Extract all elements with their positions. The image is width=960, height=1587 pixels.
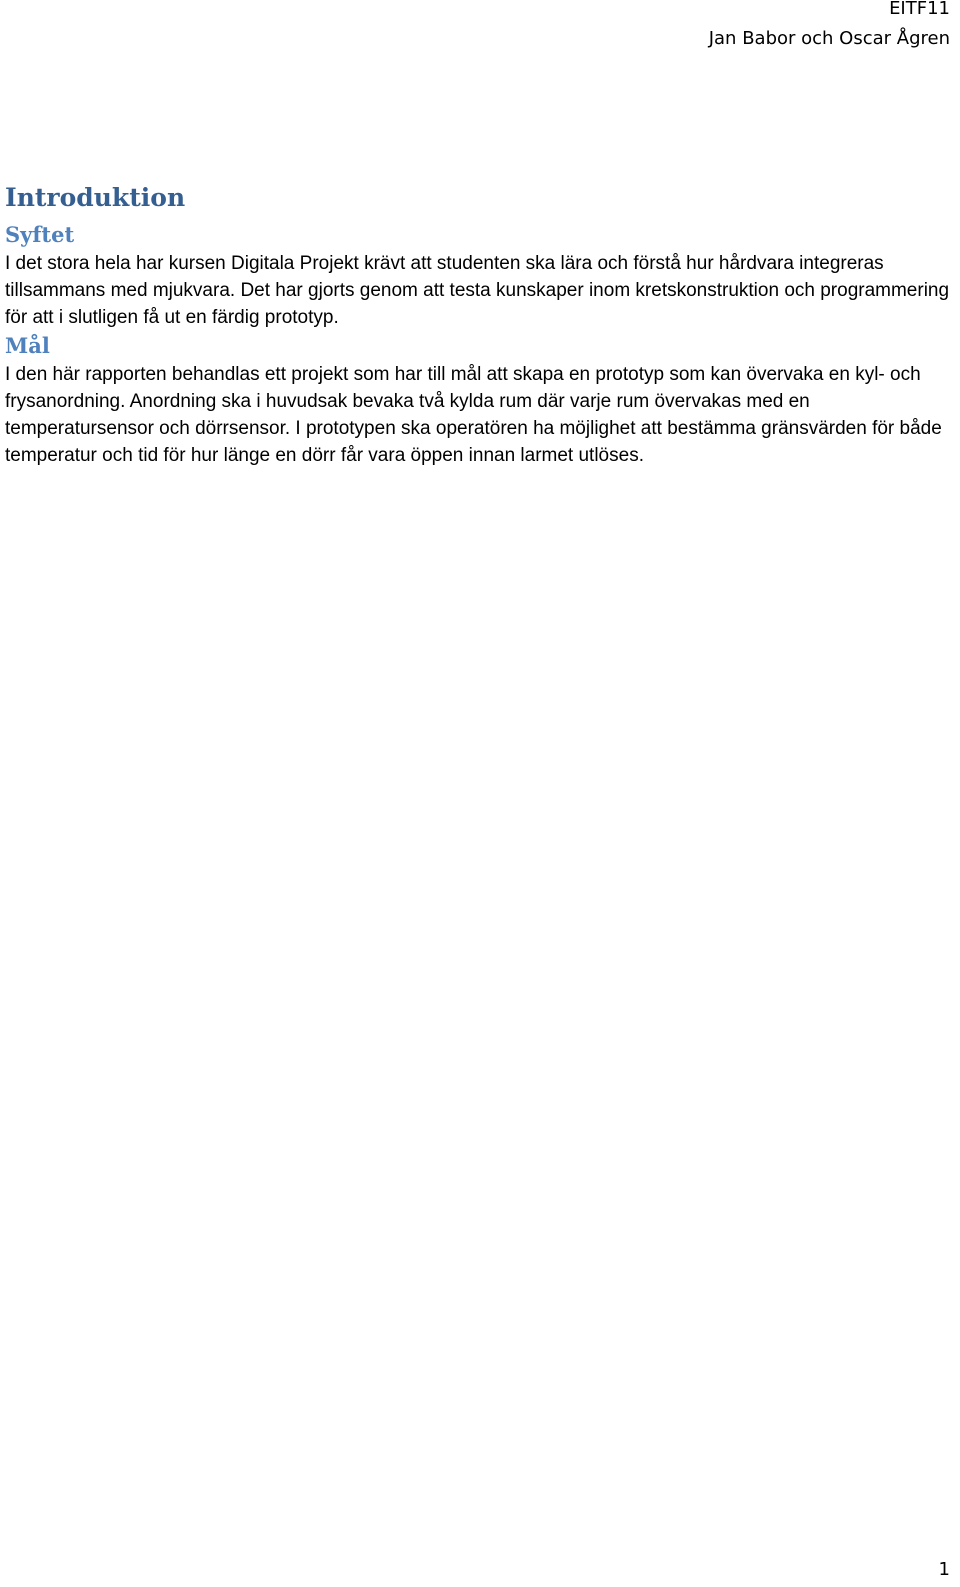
page-header: [709, 0, 950, 54]
syftet-paragraph: I det stora hela har kursen Digitala Projekt krävt att studenten ska lära och förstå hur hårdvara integreras tillsammans med mjukvara. Det har gjorts genom att testa kunskaper inom kretskonstruktion och programmering för att i slutligen få ut en färdig prototyp.: [5, 253, 950, 328]
introduction-heading: Introduktion: [5, 183, 186, 212]
mal-heading: Mål: [5, 333, 50, 358]
document-body: [5, 176, 950, 469]
course-code: EITF11: [889, 0, 950, 19]
page-number: 1: [938, 1559, 950, 1580]
authors: Jan Babor och Oscar Ågren: [708, 28, 950, 49]
mal-paragraph: I den här rapporten behandlas ett projekt som har till mål att skapa en prototyp som kan övervaka en kyl- och frysanordning. Anordning ska i huvudsak bevaka två kylda rum där varje rum övervakas med en temperatursensor och dörrsensor. I prototypen ska operatören ha möjlighet att bestämma gränsvärden för både temperatur och tid för hur länge en dörr får vara öppen innan larmet utlöses.: [5, 364, 942, 466]
syftet-heading: Syftet: [5, 222, 75, 247]
